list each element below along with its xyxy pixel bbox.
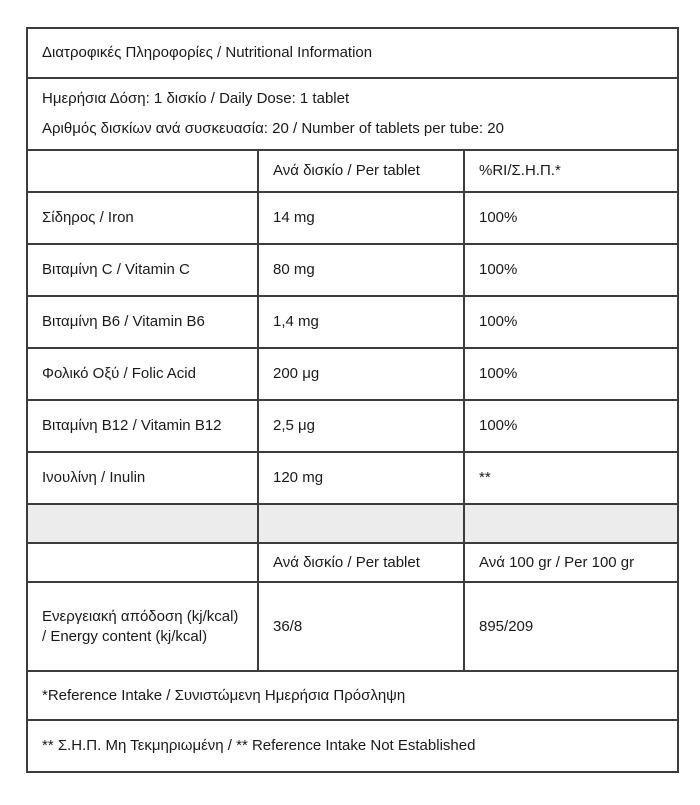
- footnote-not-established: ** Σ.Η.Π. Μη Τεκμηριωμένη / ** Reference Intake Not Established: [27, 720, 678, 772]
- energy-name: Ενεργειακή απόδοση (kj/kcal) / Energy content (kj/kcal): [27, 582, 258, 671]
- ri-value: 100%: [464, 244, 678, 296]
- spacer-cell: [464, 504, 678, 543]
- footnote-row-reference-intake: [27, 671, 678, 720]
- nutrient-name: Φολικό Οξύ / Folic Acid: [27, 348, 258, 400]
- energy-per-tablet-value: 36/8: [258, 582, 464, 671]
- ri-value: 100%: [464, 296, 678, 348]
- per-tablet-header: Ανά δισκίο / Per tablet: [258, 150, 464, 192]
- empty-header-cell: [27, 543, 258, 582]
- spacer-cell: [258, 504, 464, 543]
- per-100g-header: Ανά 100 gr / Per 100 gr: [464, 543, 678, 582]
- table-row-vitamin-b12: [27, 400, 678, 452]
- energy-per-100g-value: 895/209: [464, 582, 678, 671]
- per-tablet-header-2: Ανά δισκίο / Per tablet: [258, 543, 464, 582]
- tablets-per-tube-text: Αριθμός δισκίων ανά συσκευασία: 20 / Number of tablets per tube: 20: [42, 120, 504, 137]
- per-tablet-value: 120 mg: [258, 452, 464, 504]
- spacer-cell: [27, 504, 258, 543]
- nutrient-name: Ινουλίνη / Inulin: [27, 452, 258, 504]
- ri-value: 100%: [464, 192, 678, 244]
- table-row-vitamin-c: [27, 244, 678, 296]
- footnote-row-not-established: [27, 720, 678, 772]
- nutrient-name: Βιταμίνη B6 / Vitamin B6: [27, 296, 258, 348]
- per-tablet-value: 80 mg: [258, 244, 464, 296]
- table-row-iron: [27, 192, 678, 244]
- empty-header-cell: [27, 150, 258, 192]
- per-tablet-value: 14 mg: [258, 192, 464, 244]
- ri-value: **: [464, 452, 678, 504]
- dose-row: [27, 78, 678, 150]
- column-header-row: [27, 150, 678, 192]
- spacer-row: [27, 504, 678, 543]
- table-row-folic-acid: [27, 348, 678, 400]
- title-row: [27, 28, 678, 78]
- table-title: Διατροφικές Πληροφορίες / Nutritional Information: [27, 28, 678, 78]
- footnote-reference-intake: *Reference Intake / Συνιστώμενη Ημερήσια Πρόσληψη: [27, 671, 678, 720]
- ri-value: 100%: [464, 348, 678, 400]
- nutrient-name: Βιταμίνη B12 / Vitamin B12: [27, 400, 258, 452]
- nutrient-name: Βιταμίνη C / Vitamin C: [27, 244, 258, 296]
- dose-cell: [27, 78, 678, 150]
- per-tablet-value: 2,5 μg: [258, 400, 464, 452]
- energy-header-row: [27, 543, 678, 582]
- ri-header: %RI/Σ.Η.Π.*: [464, 150, 678, 192]
- per-tablet-value: 1,4 mg: [258, 296, 464, 348]
- daily-dose-text: Ημερήσια Δόση: 1 δισκίο / Daily Dose: 1 tablet: [42, 90, 350, 107]
- nutrient-name: Σίδηρος / Iron: [27, 192, 258, 244]
- nutrition-table: [26, 27, 679, 773]
- table-row-vitamin-b6: [27, 296, 678, 348]
- per-tablet-value: 200 μg: [258, 348, 464, 400]
- ri-value: 100%: [464, 400, 678, 452]
- table-row-inulin: [27, 452, 678, 504]
- table-row-energy: [27, 582, 678, 671]
